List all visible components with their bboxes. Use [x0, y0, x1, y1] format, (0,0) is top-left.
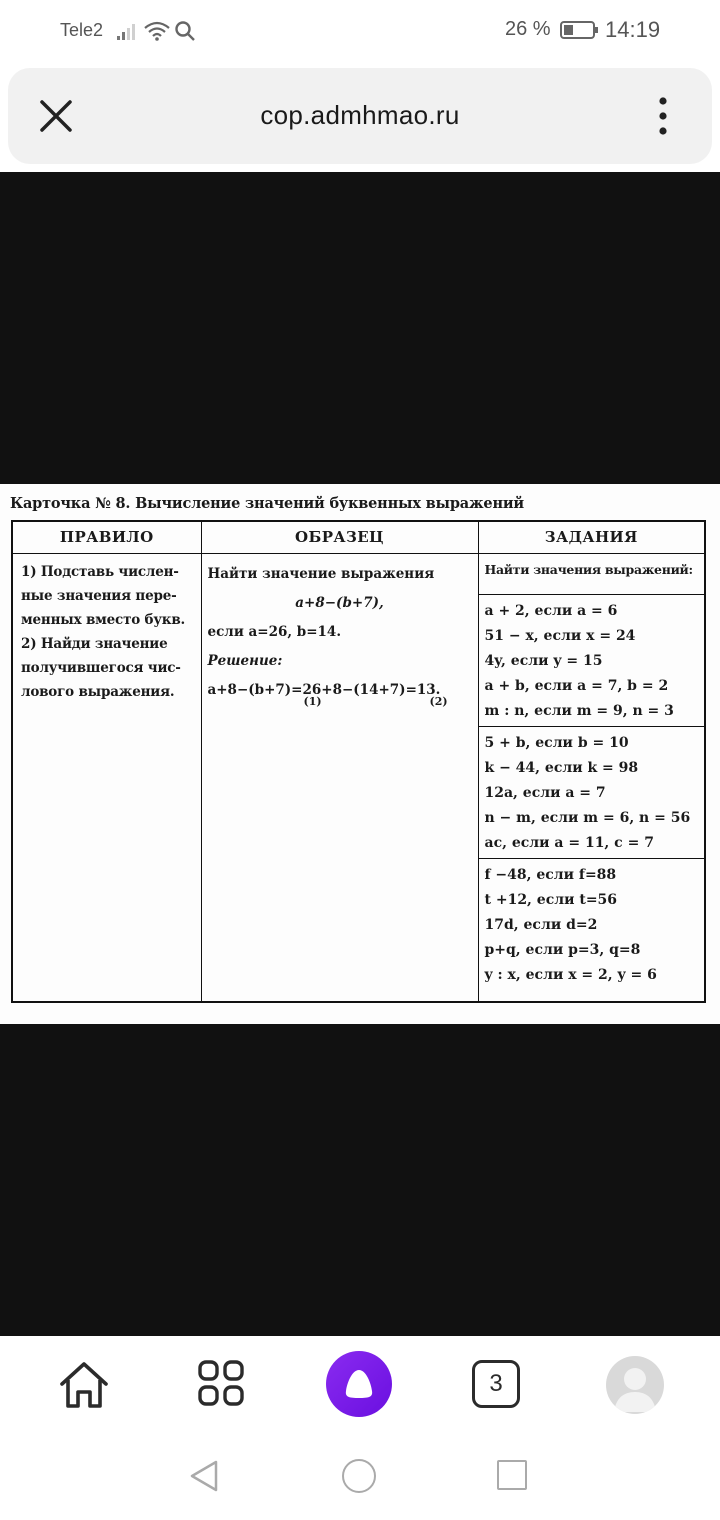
- wifi-icon: [145, 23, 169, 36]
- system-navigation: [0, 1434, 720, 1520]
- sample-condition: если a=26, b=14.: [207, 623, 342, 640]
- tasks-heading: Найти значения выражений:: [479, 554, 705, 595]
- search-icon: [177, 23, 195, 41]
- document-image: [0, 484, 720, 1024]
- task-item: n − m, если m = 6, n = 56: [484, 809, 691, 826]
- task-item: a + 2, если a = 6: [484, 602, 618, 619]
- task-item: p+q, если p=3, q=8: [484, 941, 641, 958]
- home-icon[interactable]: [56, 1358, 112, 1414]
- avatar-silhouette: [606, 1356, 664, 1414]
- task-group-2: [479, 727, 705, 859]
- solution-label: Решение:: [207, 652, 283, 669]
- step-mark-1: (1): [303, 694, 322, 708]
- task-group-1: [479, 595, 705, 727]
- rule-line: 2) Найди значение: [21, 635, 168, 652]
- content-row: [12, 553, 705, 1002]
- avatar-icon[interactable]: [606, 1356, 664, 1414]
- header-row: [12, 521, 705, 553]
- image-viewer[interactable]: [0, 172, 720, 1336]
- task-group-3: [479, 859, 705, 990]
- battery-icon: [560, 20, 600, 40]
- url-text[interactable]: cop.admhmao.ru: [260, 100, 460, 130]
- back-icon[interactable]: [186, 1458, 222, 1494]
- step-marks: [208, 694, 472, 719]
- rule-line: ные значения пере-: [21, 587, 177, 604]
- rule-cell: [12, 553, 201, 1002]
- task-item: ac, если a = 11, c = 7: [484, 834, 654, 851]
- grid-icon[interactable]: [196, 1358, 246, 1408]
- sample-intro: Найти значение выражения: [207, 565, 435, 582]
- task-item: 5 + b, если b = 10: [484, 734, 629, 751]
- task-item: a + b, если a = 7, b = 2: [484, 677, 669, 694]
- tabs-counter-icon[interactable]: 3: [472, 1360, 520, 1408]
- rule-line: 1) Подставь числен-: [21, 563, 179, 580]
- solution-line: a+8−(b+7)=26+8−(14+7)=13.: [207, 681, 441, 698]
- signal-icon: [117, 24, 135, 40]
- header-rule: ПРАВИЛО: [12, 521, 201, 553]
- task-item: 12a, если a = 7: [484, 784, 606, 801]
- task-item: 4y, если y = 15: [484, 652, 603, 669]
- system-home-icon[interactable]: [342, 1459, 376, 1493]
- rule-line: получившегося чис-: [21, 659, 181, 676]
- header-tasks: ЗАДАНИЯ: [478, 521, 705, 553]
- tasks-cell: [478, 553, 705, 1002]
- task-item: 51 − x, если x = 24: [484, 627, 636, 644]
- card-title: Карточка № 8. Вычисление значений буквенных выражений: [10, 495, 524, 512]
- rule-line: менных вместо букв.: [21, 611, 186, 628]
- alice-assistant-button[interactable]: [326, 1351, 392, 1417]
- card-table: [11, 520, 706, 1003]
- alice-assistant-icon: [326, 1351, 392, 1417]
- status-bar: [0, 0, 720, 62]
- sample-cell: [201, 553, 478, 1002]
- sample-expression: a+8−(b+7),: [295, 594, 384, 611]
- header-sample: ОБРАЗЕЦ: [201, 521, 478, 553]
- task-item: k − 44, если k = 98: [484, 759, 639, 776]
- step-mark-2: (2): [429, 694, 448, 708]
- battery-percent: 26 %: [505, 18, 551, 40]
- task-item: m : n, если m = 9, n = 3: [484, 702, 674, 719]
- task-item: f −48, если f=88: [484, 866, 617, 883]
- more-vertical-icon[interactable]: [650, 96, 676, 136]
- recent-apps-icon[interactable]: [497, 1460, 527, 1490]
- task-item: t +12, если t=56: [484, 891, 618, 908]
- carrier-name: Tele2: [60, 20, 104, 40]
- address-bar: [8, 68, 712, 164]
- task-item: 17d, если d=2: [484, 916, 598, 933]
- clock: 14:19: [605, 17, 661, 42]
- bottom-navigation: [0, 1336, 720, 1434]
- rule-line: лового выражения.: [21, 683, 175, 700]
- signal-wifi-search-icons: [117, 19, 202, 43]
- task-item: y : x, если x = 2, y = 6: [484, 966, 657, 983]
